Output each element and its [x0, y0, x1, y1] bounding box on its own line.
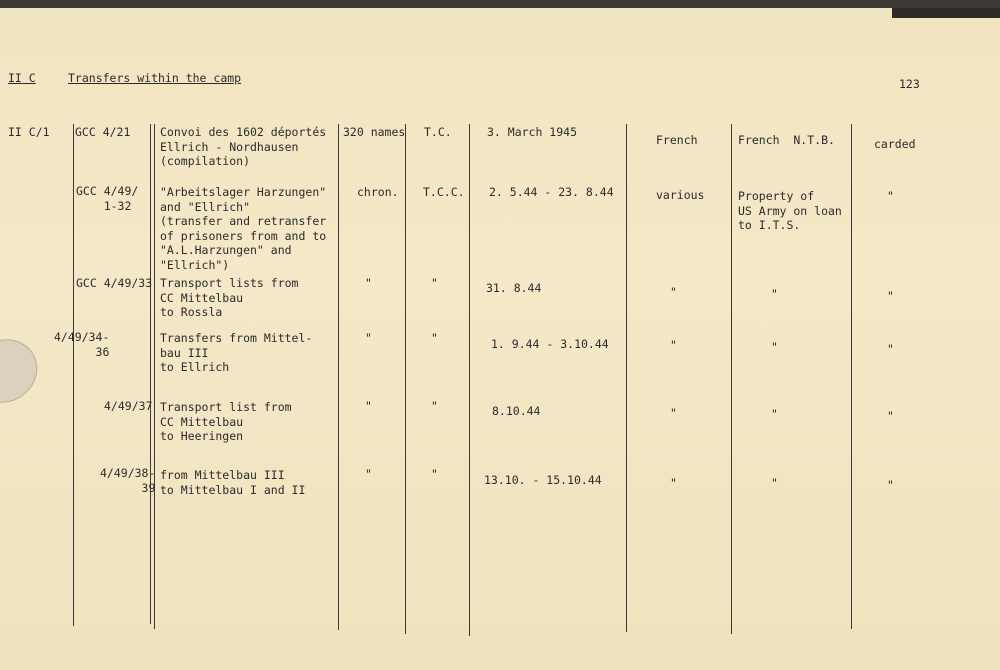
language: French [656, 133, 698, 147]
column-rule [73, 124, 74, 626]
language: " [670, 406, 677, 420]
language: various [656, 188, 705, 202]
column-rule [626, 124, 627, 632]
status: " [887, 289, 894, 303]
card-tab [892, 8, 1000, 18]
language: " [670, 338, 677, 352]
extent: 320 names [343, 125, 406, 139]
status: " [887, 342, 894, 356]
date-range: 13.10. - 15.10.44 [484, 473, 602, 487]
reference: GCC 4/49/33 [76, 276, 153, 290]
copy-type: " [431, 399, 438, 413]
column-rule [469, 124, 470, 636]
language: " [670, 285, 677, 299]
punch-hole [0, 327, 49, 415]
date-range: 31. 8.44 [486, 281, 542, 295]
description: "Arbeitslager Harzungen" and "Ellrich" (transfer and retransfer of prisoners from and to "A.L.Harzungen" and "Ellrich") [160, 185, 327, 272]
copy-type: " [431, 467, 438, 481]
date-range: 1. 9.44 - 3.10.44 [491, 337, 609, 351]
copy-type: " [431, 276, 438, 290]
section-title: Transfers within the camp [68, 71, 242, 85]
column-rule [154, 124, 155, 629]
description: from Mittelbau III to Mittelbau I and II [160, 468, 306, 497]
index-card [0, 8, 1000, 670]
copy-type: " [431, 331, 438, 345]
remarks: " [771, 476, 778, 490]
language: " [670, 476, 677, 490]
column-rule [405, 124, 406, 634]
description: Transport list from CC Mittelbau to Heeringen [160, 400, 292, 443]
copy-type: T.C. [424, 125, 452, 139]
reference: GCC 4/49/ 1-32 [76, 184, 139, 213]
date-range: 2. 5.44 - 23. 8.44 [489, 185, 614, 199]
copy-type: T.C.C. [423, 185, 465, 199]
extent: " [365, 399, 372, 413]
column-rule [150, 124, 151, 624]
reference: GCC 4/21 [75, 125, 131, 139]
status: " [887, 189, 894, 203]
section-code: II C [8, 71, 36, 85]
extent: " [365, 276, 372, 290]
column-rule [851, 124, 852, 629]
extent: " [365, 331, 372, 345]
column-rule [338, 124, 339, 630]
reference: 4/49/38- 39 [100, 466, 156, 495]
description: Convoi des 1602 déportés Ellrich - Nordhausen (compilation) [160, 125, 327, 168]
group-code: II C/1 [8, 125, 50, 139]
status: " [887, 478, 894, 492]
status: carded [874, 137, 916, 151]
date-range: 8.10.44 [492, 404, 541, 418]
status: " [887, 409, 894, 423]
remarks: " [771, 407, 778, 421]
extent: chron. [357, 185, 399, 199]
page-number: 123 [899, 77, 920, 91]
reference: 4/49/37 [104, 399, 153, 413]
column-rule [731, 124, 732, 634]
description: Transfers from Mittel- bau III to Ellrich [160, 331, 313, 374]
remarks: French N.T.B. [738, 133, 835, 147]
remarks: " [771, 340, 778, 354]
reference: 4/49/34- 36 [54, 330, 110, 359]
extent: " [365, 467, 372, 481]
date-range: 3. March 1945 [487, 125, 578, 139]
remarks: Property of US Army on loan to I.T.S. [738, 189, 842, 232]
description: Transport lists from CC Mittelbau to Rossla [160, 276, 299, 319]
remarks: " [771, 287, 778, 301]
